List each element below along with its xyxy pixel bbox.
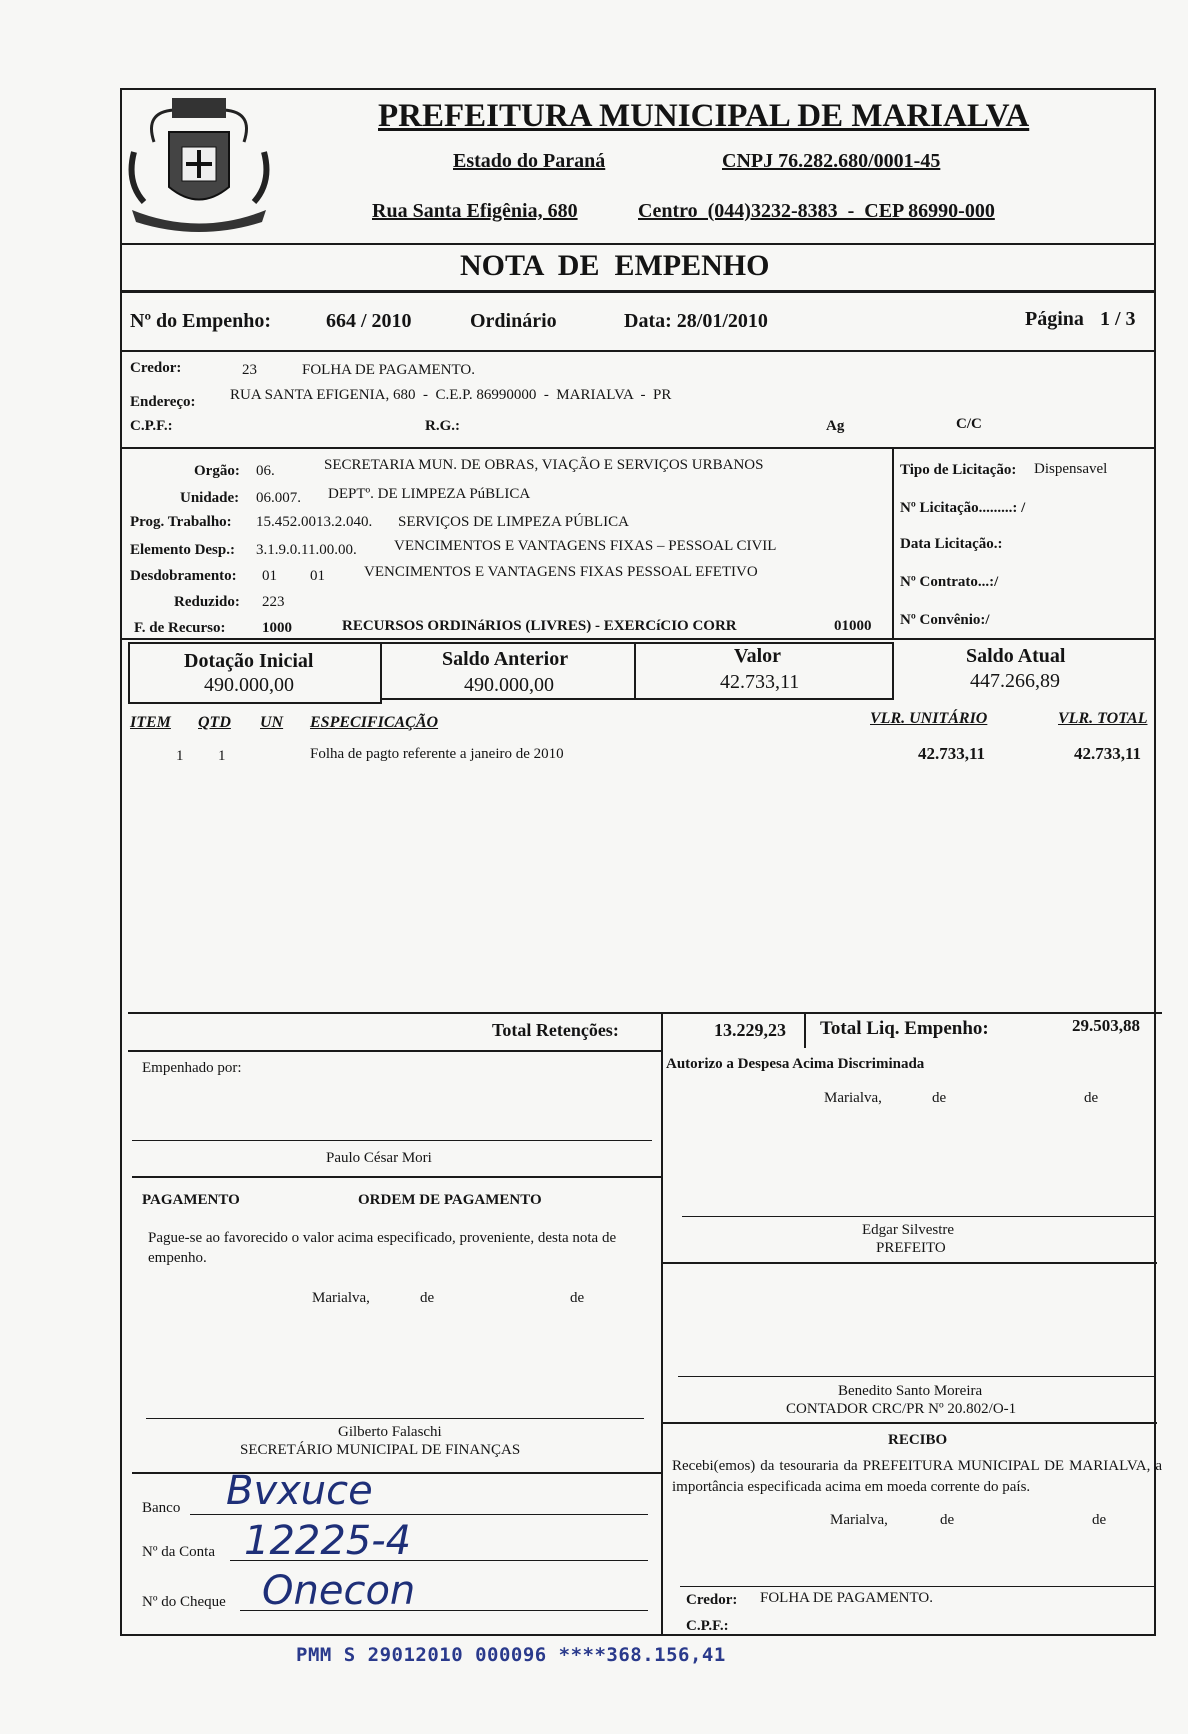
credor-name: FOLHA DE PAGAMENTO. bbox=[302, 362, 475, 378]
reduzido-label: Reduzido: bbox=[174, 594, 240, 610]
pagamento-de1: de bbox=[420, 1290, 435, 1306]
empenhado-name: Paulo César Mori bbox=[326, 1150, 432, 1166]
pagamento-label: PAGAMENTO bbox=[142, 1192, 240, 1208]
endereco-label: Endereço: bbox=[130, 394, 196, 410]
valor-label: Valor bbox=[734, 645, 782, 667]
secretario-name: Gilberto Falaschi bbox=[338, 1424, 442, 1440]
orgao-desc: SECRETARIA MUN. DE OBRAS, VIAÇÃO E SERVIÇOS URBANOS bbox=[324, 457, 764, 473]
licitacao-type-label: Tipo de Licitação: bbox=[900, 462, 1017, 478]
doc-title: NOTA DE EMPENHO bbox=[460, 249, 770, 282]
page-label: Página bbox=[1025, 308, 1084, 330]
reduzido-value: 223 bbox=[262, 594, 285, 610]
autorizo-de1: de bbox=[932, 1090, 947, 1106]
empenhado-label: Empenhado por: bbox=[142, 1060, 242, 1076]
recibo-label: RECIBO bbox=[888, 1432, 948, 1448]
liquido-label: Total Liq. Empenho: bbox=[820, 1018, 989, 1039]
recibo-de1: de bbox=[940, 1512, 955, 1528]
orgao-label: Orgão: bbox=[194, 463, 240, 479]
saldo-anterior-value: 490.000,00 bbox=[464, 674, 554, 696]
orgao-code: 06. bbox=[256, 463, 275, 479]
prog-code: 15.452.0013.2.040. bbox=[256, 514, 373, 530]
endereco-value: RUA SANTA EFIGENIA, 680 - C.E.P. 86990000 - MARIALVA - PR bbox=[230, 387, 672, 403]
cheque-label: Nº do Cheque bbox=[142, 1594, 226, 1610]
autorizo-text: Autorizo a Despesa Acima Discriminada bbox=[666, 1056, 925, 1072]
desdobramento-label: Desdobramento: bbox=[130, 568, 237, 584]
header-address: Rua Santa Efigênia, 680 bbox=[372, 200, 578, 222]
table-row-espec: Folha de pagto referente a janeiro de 2010 bbox=[310, 746, 564, 762]
dotacao-inicial-label: Dotação Inicial bbox=[184, 650, 314, 672]
desdobramento-code1: 01 bbox=[262, 568, 277, 584]
unidade-code: 06.007. bbox=[256, 490, 301, 506]
table-row-total: 42.733,11 bbox=[1074, 744, 1142, 763]
col-unit: VLR. UNITÁRIO bbox=[870, 710, 988, 727]
contrato-number: Nº Contrato...:/ bbox=[900, 574, 999, 590]
recurso-num: 01000 bbox=[834, 618, 872, 634]
rg-label: R.G.: bbox=[425, 418, 460, 434]
convenio-number: Nº Convênio:/ bbox=[900, 612, 990, 628]
licitacao-number: Nº Licitação.........: / bbox=[900, 500, 1026, 516]
col-item: ITEM bbox=[130, 714, 171, 731]
empenho-number-label: Nº do Empenho: bbox=[130, 310, 272, 332]
dotacao-inicial-value: 490.000,00 bbox=[204, 674, 294, 696]
empenho-type: Ordinário bbox=[470, 310, 557, 332]
saldo-atual-value: 447.266,89 bbox=[970, 670, 1060, 692]
secretario-title: SECRETÁRIO MUNICIPAL DE FINANÇAS bbox=[240, 1442, 521, 1458]
table-row-unit: 42.733,11 bbox=[918, 744, 986, 763]
table-row-item: 1 bbox=[176, 748, 184, 764]
prefeito-name: Edgar Silvestre bbox=[862, 1222, 955, 1238]
saldo-anterior-label: Saldo Anterior bbox=[442, 648, 569, 670]
header-state: Estado do Paraná bbox=[453, 150, 606, 172]
desdobramento-code2: 01 bbox=[310, 568, 325, 584]
valor-value: 42.733,11 bbox=[720, 671, 800, 693]
recurso-desc: RECURSOS ORDINáRIOS (LIVRES) - EXERCíCIO CORR bbox=[342, 618, 737, 634]
recibo-credor-label: Credor: bbox=[686, 1592, 738, 1608]
elemento-label: Elemento Desp.: bbox=[130, 542, 235, 558]
bottom-stamp: PMM S 29012010 000096 ****368.156,41 bbox=[296, 1644, 726, 1666]
cpf-label: C.P.F.: bbox=[130, 418, 173, 434]
unidade-desc: DEPTº. DE LIMPEZA PúBLICA bbox=[328, 486, 531, 502]
licitacao-date: Data Licitação.: bbox=[900, 536, 1003, 552]
col-qtd: QTD bbox=[198, 714, 231, 731]
empenho-number: 664 / 2010 bbox=[326, 310, 412, 332]
recibo-credor-value: FOLHA DE PAGAMENTO. bbox=[760, 1590, 933, 1606]
pagamento-place: Marialva, bbox=[312, 1290, 370, 1306]
unidade-label: Unidade: bbox=[180, 490, 240, 506]
contador-title: CONTADOR CRC/PR Nº 20.802/O-1 bbox=[786, 1401, 1017, 1417]
pague-text: Pague-se ao favorecido o valor acima especificado, proveniente, desta nota de empenho. bbox=[148, 1230, 617, 1266]
banco-handwriting: Bvxuce bbox=[226, 1468, 373, 1514]
recibo-cpf-label: C.P.F.: bbox=[686, 1618, 729, 1634]
cc-label: C/C bbox=[956, 416, 982, 432]
desdobramento-desc: VENCIMENTOS E VANTAGENS FIXAS PESSOAL EFETIVO bbox=[364, 564, 758, 580]
ordem-label: ORDEM DE PAGAMENTO bbox=[358, 1192, 542, 1208]
header-cnpj: CNPJ 76.282.680/0001-45 bbox=[722, 150, 941, 172]
table-row-qtd: 1 bbox=[218, 748, 226, 764]
prog-desc: SERVIÇOS DE LIMPEZA PÚBLICA bbox=[398, 514, 629, 530]
recibo-text: Recebi(emos) da tesouraria da PREFEITURA MUNICIPAL DE MARIALVA, a importância especificada acima em moeda corrente do país. bbox=[672, 1458, 1162, 1495]
contador-name: Benedito Santo Moreira bbox=[838, 1383, 983, 1399]
col-total: VLR. TOTAL bbox=[1058, 710, 1148, 727]
page-number: 1 / 3 bbox=[1100, 308, 1136, 330]
retencoes-label: Total Retenções: bbox=[492, 1020, 619, 1040]
autorizo-place: Marialva, bbox=[824, 1090, 882, 1106]
coat-of-arms-icon bbox=[124, 92, 274, 240]
cheque-handwriting: Onecon bbox=[262, 1568, 416, 1614]
col-un: UN bbox=[260, 714, 284, 731]
prog-label: Prog. Trabalho: bbox=[130, 514, 232, 530]
recibo-place: Marialva, bbox=[830, 1512, 888, 1528]
empenho-date: Data: 28/01/2010 bbox=[624, 310, 768, 332]
conta-handwriting: 12225-4 bbox=[244, 1518, 412, 1564]
autorizo-de2: de bbox=[1084, 1090, 1099, 1106]
retencoes-value: 13.229,23 bbox=[714, 1020, 786, 1040]
header-title: PREFEITURA MUNICIPAL DE MARIALVA bbox=[378, 98, 1030, 134]
credor-code: 23 bbox=[242, 362, 257, 378]
credor-label: Credor: bbox=[130, 360, 182, 376]
recurso-code: 1000 bbox=[262, 620, 292, 636]
recurso-label: F. de Recurso: bbox=[134, 620, 226, 636]
conta-label: Nº da Conta bbox=[142, 1544, 215, 1560]
recibo-de2: de bbox=[1092, 1512, 1107, 1528]
col-espec: ESPECIFICAÇÃO bbox=[310, 714, 439, 731]
liquido-value: 29.503,88 bbox=[1072, 1016, 1140, 1035]
licitacao-type-value: Dispensavel bbox=[1034, 461, 1108, 477]
pagamento-de2: de bbox=[570, 1290, 585, 1306]
elemento-code: 3.1.9.0.11.00.00. bbox=[256, 542, 357, 558]
ag-label: Ag bbox=[826, 418, 845, 434]
prefeito-title: PREFEITO bbox=[876, 1240, 946, 1256]
header-contact: Centro (044)3232-8383 - CEP 86990-000 bbox=[638, 200, 995, 222]
elemento-desc: VENCIMENTOS E VANTAGENS FIXAS – PESSOAL CIVIL bbox=[394, 538, 777, 554]
banco-label: Banco bbox=[142, 1500, 181, 1516]
saldo-atual-label: Saldo Atual bbox=[966, 645, 1066, 667]
